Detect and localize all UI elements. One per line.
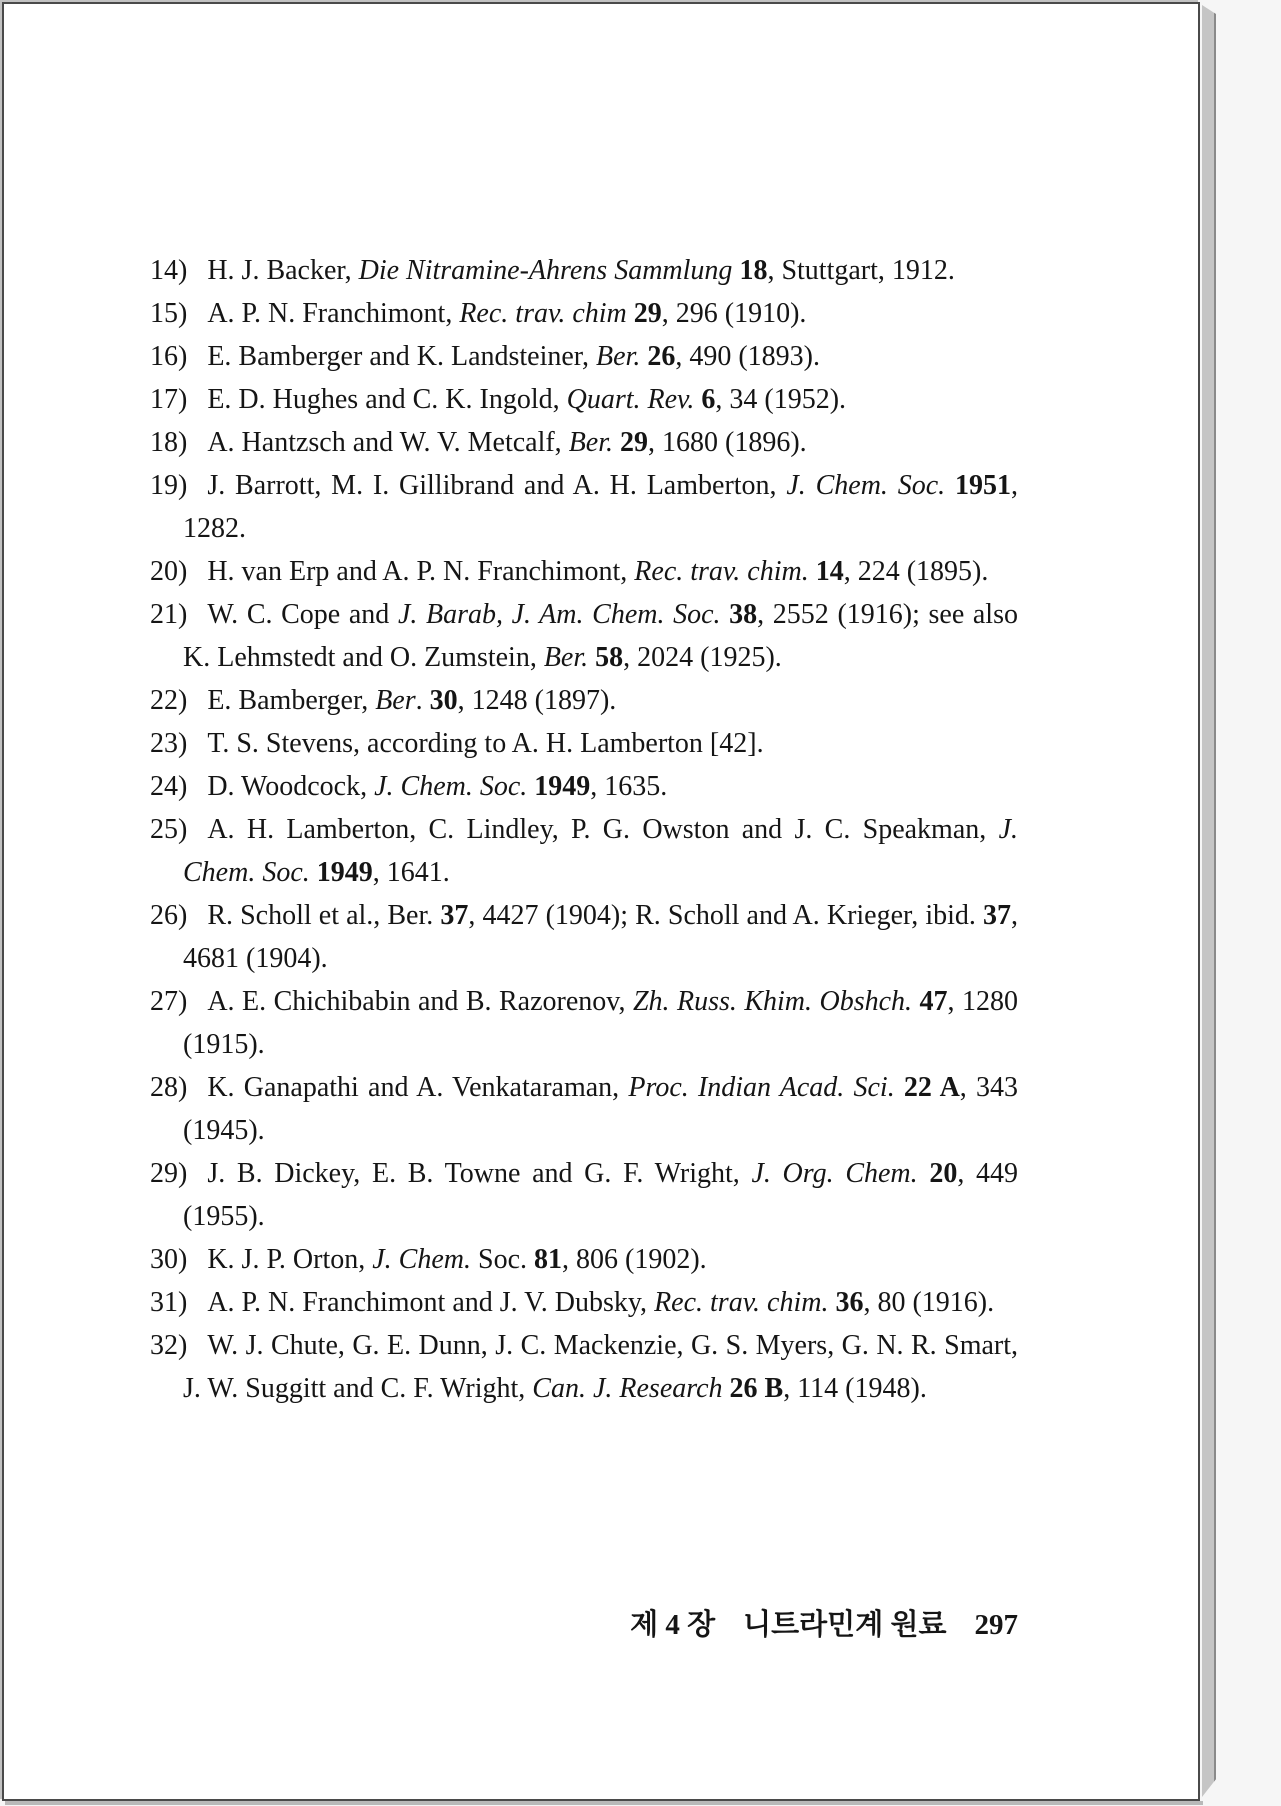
reference-text: , 4427 (1904); R. Scholl and A. Krieger, ibid. bbox=[468, 900, 983, 931]
reference-text: R. Scholl et al., Ber. bbox=[207, 900, 441, 931]
reference-text: 26 B bbox=[729, 1373, 784, 1404]
reference-text: Ber. bbox=[543, 642, 589, 673]
reference-item bbox=[150, 765, 1018, 808]
reference-text bbox=[945, 470, 955, 501]
reference-number: 29) bbox=[150, 1158, 188, 1189]
reference-number: 28) bbox=[150, 1072, 188, 1103]
reference-text: Ber. bbox=[568, 427, 614, 458]
reference-item bbox=[150, 980, 1018, 1066]
page-edge-bottom bbox=[5, 1801, 1203, 1805]
reference-text: E. Bamberger, bbox=[207, 685, 376, 716]
reference-text bbox=[895, 1072, 904, 1103]
reference-text: , 490 (1893). bbox=[675, 341, 820, 372]
references-list bbox=[150, 249, 1018, 1410]
reference-number: 18) bbox=[150, 427, 188, 458]
reference-number: 20) bbox=[150, 556, 188, 587]
reference-text: A. P. N. Franchimont and J. V. Dubsky, bbox=[207, 1287, 655, 1318]
footer bbox=[150, 1605, 1018, 1645]
reference-text: K. Ganapathi and A. Venkataraman, bbox=[207, 1072, 629, 1103]
reference-text: , 296 (1910). bbox=[661, 298, 807, 329]
reference-text: . bbox=[415, 685, 430, 716]
reference-text: E. Bamberger and K. Landsteiner, bbox=[207, 341, 597, 372]
reference-text: J. Barrott, M. I. Gillibrand and A. H. Lamberton, bbox=[207, 470, 787, 501]
reference-text: Can. J. Research bbox=[532, 1373, 723, 1404]
reference-text: , 1641. bbox=[372, 857, 450, 888]
reference-text: Rec. trav. chim bbox=[459, 298, 627, 329]
reference-text: J. Chem. Soc. bbox=[374, 771, 528, 802]
reference-number: 23) bbox=[150, 728, 188, 759]
reference-text: 1949 bbox=[316, 857, 373, 888]
reference-item bbox=[150, 378, 1018, 421]
reference-text: Proc. Indian Acad. Sci. bbox=[628, 1072, 895, 1103]
reference-text: , 224 (1895). bbox=[843, 556, 989, 587]
reference-item bbox=[150, 1066, 1018, 1152]
reference-number: 27) bbox=[150, 986, 188, 1017]
reference-number: 26) bbox=[150, 900, 188, 931]
reference-text: Rec. trav. chim. bbox=[634, 556, 809, 587]
reference-item bbox=[150, 1238, 1018, 1281]
page-edge-right bbox=[1202, 5, 1216, 1797]
reference-text: J. B. Dickey, E. B. Towne and G. F. Wright, bbox=[207, 1158, 752, 1189]
reference-text: J. Chem. Soc. bbox=[183, 814, 1018, 888]
reference-number: 19) bbox=[150, 470, 188, 501]
chapter-title: 니트라민계 원료 bbox=[743, 1609, 947, 1641]
reference-text bbox=[809, 556, 816, 587]
reference-text: A. H. Lamberton, C. Lindley, P. G. Owston and J. C. Speakman, bbox=[207, 814, 999, 845]
reference-text: A. E. Chichibabin and B. Razorenov, bbox=[207, 986, 633, 1017]
reference-text: Zh. Russ. Khim. Obshch. bbox=[632, 986, 913, 1017]
reference-text: 30 bbox=[429, 685, 458, 716]
reference-text: 20 bbox=[929, 1158, 958, 1189]
reference-text: 18 bbox=[739, 255, 768, 286]
reference-text: Die Nitramine-Ahrens Sammlung bbox=[358, 255, 733, 286]
reference-item bbox=[150, 808, 1018, 894]
reference-item bbox=[150, 679, 1018, 722]
reference-number: 22) bbox=[150, 685, 188, 716]
reference-text bbox=[613, 427, 620, 458]
reference-text: , 1680 (1896). bbox=[648, 427, 807, 458]
reference-number: 31) bbox=[150, 1287, 188, 1318]
reference-number: 15) bbox=[150, 298, 188, 329]
reference-text: , 2552 (1916); see also K. Lehmstedt and O. Zumstein, bbox=[183, 599, 1018, 673]
reference-item bbox=[150, 249, 1018, 292]
reference-text: 81 bbox=[534, 1244, 563, 1275]
reference-text: , 2024 (1925). bbox=[623, 642, 782, 673]
reference-item bbox=[150, 464, 1018, 550]
reference-text: J. Chem. bbox=[372, 1244, 472, 1275]
reference-text: T. S. Stevens, according to A. H. Lamberton [42]. bbox=[207, 728, 764, 759]
reference-text: K. J. P. Orton, bbox=[207, 1244, 373, 1275]
reference-text: , 1282. bbox=[183, 470, 1018, 544]
reference-text: E. D. Hughes and C. K. Ingold, bbox=[207, 384, 567, 415]
reference-text: 36 bbox=[835, 1287, 864, 1318]
reference-number: 17) bbox=[150, 384, 188, 415]
reference-number: 25) bbox=[150, 814, 188, 845]
reference-number: 30) bbox=[150, 1244, 188, 1275]
reference-item bbox=[150, 894, 1018, 980]
reference-text: 22 A bbox=[903, 1072, 960, 1103]
reference-item bbox=[150, 1324, 1018, 1410]
reference-text: , 1635. bbox=[590, 771, 668, 802]
reference-text bbox=[721, 599, 730, 630]
reference-text: Quart. Rev. bbox=[566, 384, 695, 415]
reference-text: , 806 (1902). bbox=[562, 1244, 707, 1275]
reference-text: 58 bbox=[595, 642, 624, 673]
chapter-label: 제 4 장 bbox=[630, 1609, 716, 1641]
reference-number: 21) bbox=[150, 599, 188, 630]
reference-text: , 343 (1945). bbox=[183, 1072, 1018, 1146]
reference-text: 47 bbox=[919, 986, 948, 1017]
reference-number: 24) bbox=[150, 771, 188, 802]
reference-text: , 1248 (1897). bbox=[457, 685, 617, 716]
page-number: 297 bbox=[974, 1609, 1018, 1641]
reference-item bbox=[150, 421, 1018, 464]
reference-text: 38 bbox=[729, 599, 758, 630]
reference-text: Soc. bbox=[471, 1244, 535, 1275]
reference-text: J. Barab, J. Am. Chem. Soc. bbox=[397, 599, 721, 630]
reference-text bbox=[723, 1373, 730, 1404]
reference-text: , 1280 (1915). bbox=[183, 986, 1019, 1060]
reference-text: Rec. trav. chim. bbox=[654, 1287, 829, 1318]
reference-number: 14) bbox=[150, 255, 188, 286]
reference-text: 14 bbox=[815, 556, 844, 587]
reference-item bbox=[150, 722, 1018, 765]
reference-text: 1951 bbox=[955, 470, 1011, 501]
reference-text: J. Org. Chem. bbox=[751, 1158, 918, 1189]
reference-text: J. Chem. Soc. bbox=[786, 470, 946, 501]
page bbox=[2, 2, 1200, 1801]
reference-text: , Stuttgart, 1912. bbox=[767, 255, 955, 286]
reference-text: H. van Erp and A. P. N. Franchimont, bbox=[207, 556, 635, 587]
reference-item bbox=[150, 335, 1018, 378]
reference-text: 37 bbox=[440, 900, 469, 931]
reference-text: 1949 bbox=[534, 771, 591, 802]
reference-item bbox=[150, 593, 1018, 679]
reference-text bbox=[310, 857, 317, 888]
reference-text: , 4681 (1904). bbox=[183, 900, 1018, 974]
reference-item bbox=[150, 1281, 1018, 1324]
reference-text: Ber bbox=[375, 685, 416, 716]
reference-text: W. C. Cope and bbox=[207, 599, 398, 630]
reference-text: 26 bbox=[647, 341, 676, 372]
reference-text: A. P. N. Franchimont, bbox=[207, 298, 460, 329]
reference-text: H. J. Backer, bbox=[207, 255, 359, 286]
reference-number: 32) bbox=[150, 1330, 188, 1361]
reference-text: , 80 (1916). bbox=[863, 1287, 995, 1318]
reference-text bbox=[912, 986, 919, 1017]
reference-text: , 449 (1955). bbox=[183, 1158, 1019, 1232]
reference-text: A. Hantzsch and W. V. Metcalf, bbox=[207, 427, 569, 458]
reference-text: W. J. Chute, G. E. Dunn, J. C. Mackenzie, G. S. Myers, G. N. R. Smart, J. W. Suggitt and C. F. Wright, bbox=[183, 1330, 1018, 1404]
reference-text: , 114 (1948). bbox=[783, 1373, 927, 1404]
reference-text: 29 bbox=[620, 427, 649, 458]
reference-text: 29 bbox=[633, 298, 662, 329]
reference-text bbox=[627, 298, 634, 329]
reference-text: Ber. bbox=[596, 341, 641, 372]
reference-item bbox=[150, 1152, 1018, 1238]
reference-number: 16) bbox=[150, 341, 188, 372]
reference-item bbox=[150, 292, 1018, 335]
reference-item bbox=[150, 550, 1018, 593]
reference-text bbox=[918, 1158, 930, 1189]
reference-text: , 34 (1952). bbox=[715, 384, 847, 415]
reference-text: D. Woodcock, bbox=[207, 771, 375, 802]
reference-text: 37 bbox=[983, 900, 1011, 931]
reference-text: 6 bbox=[701, 384, 716, 415]
